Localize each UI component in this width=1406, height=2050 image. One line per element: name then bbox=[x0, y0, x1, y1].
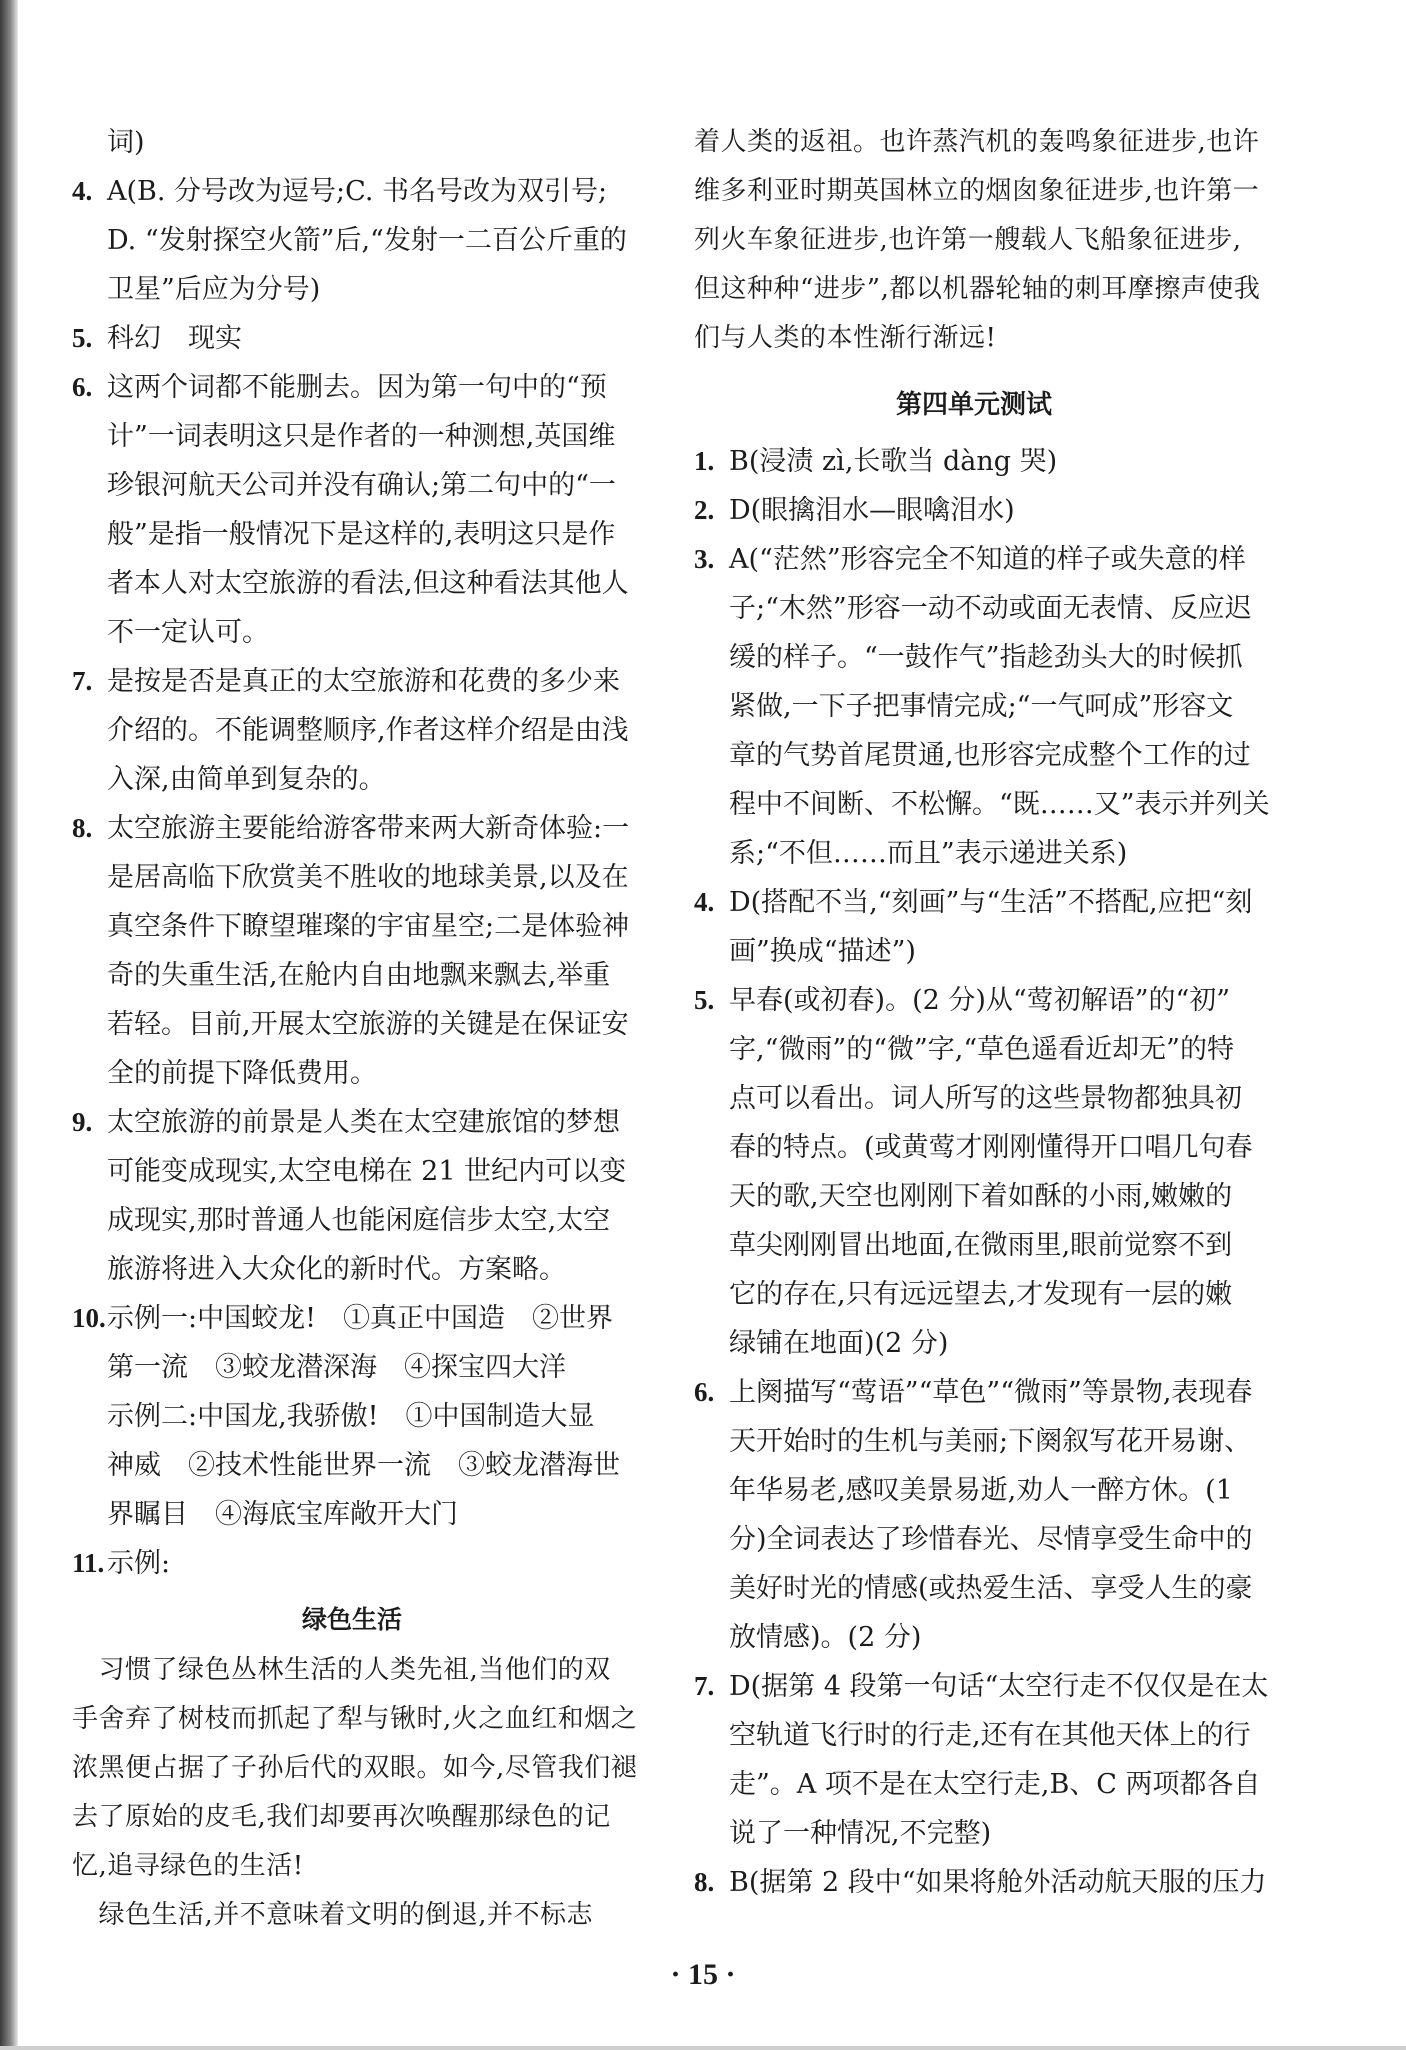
text-line: 美好时光的情感(或热爱生活、享受人生的豪 bbox=[729, 1573, 1253, 1604]
answer-item-7 bbox=[72, 657, 632, 804]
essay-line: 绿色生活,并不意味着文明的倒退,并不标志 bbox=[72, 1900, 594, 1930]
item-number: 8. bbox=[694, 1867, 715, 1897]
text-line: 介绍的。不能调整顺序,作者这样介绍是由浅 bbox=[107, 715, 629, 746]
essay-title: 绿色生活 bbox=[301, 1605, 402, 1634]
text-line: 示例二:中国龙,我骄傲! ①中国制造大显 bbox=[107, 1401, 595, 1432]
text-line: 若轻。目前,开展太空旅游的关键是在保证安 bbox=[107, 1009, 629, 1040]
text-line: D(搭配不当,“刻画”与“生活”不搭配,应把“刻 bbox=[729, 887, 1253, 918]
text-line: 第一流 ③蛟龙潜深海 ④探宝四大洋 bbox=[107, 1352, 566, 1383]
text-line: 子;“木然”形容一动不动或面无表情、反应迟 bbox=[729, 593, 1252, 624]
text-line: 太空旅游的前景是人类在太空建旅馆的梦想 bbox=[107, 1107, 620, 1138]
section-heading: 第四单元测试 bbox=[895, 390, 1052, 420]
text-line: 可能变成现实,太空电梯在 21 世纪内可以变 bbox=[107, 1156, 627, 1187]
item-number: 4. bbox=[72, 176, 93, 206]
item-number: 4. bbox=[694, 887, 715, 917]
test-item-4 bbox=[694, 878, 1254, 976]
answer-item-8 bbox=[72, 804, 632, 1098]
text-line: 分)全词表达了珍惜春光、尽情享受生命中的 bbox=[729, 1524, 1253, 1555]
text-line: 神威 ②技术性能世界一流 ③蛟龙潜海世 bbox=[107, 1450, 620, 1481]
text-line: 说了一种情况,不完整) bbox=[729, 1818, 992, 1849]
answer-item-5 bbox=[72, 314, 632, 363]
answer-item-4 bbox=[72, 167, 632, 314]
item-number: 11. bbox=[72, 1548, 105, 1578]
essay-line: 维多利亚时期英国林立的烟囱象征进步,也许第一 bbox=[694, 176, 1260, 206]
item-number: 6. bbox=[694, 1377, 715, 1407]
essay-line: 浓黑便占据了子孙后代的双眼。如今,尽管我们褪 bbox=[72, 1753, 638, 1783]
left-column bbox=[72, 118, 638, 1940]
item-number: 7. bbox=[72, 666, 93, 696]
text-line: 天开始时的生机与美丽;下阕叙写花开易谢、 bbox=[729, 1426, 1252, 1457]
test-item-8 bbox=[694, 1858, 1267, 1907]
text-line: 是居高临下欣赏美不胜收的地球美景,以及在 bbox=[107, 862, 629, 893]
text-line: 这两个词都不能删去。因为第一句中的“预 bbox=[107, 372, 607, 403]
item-number: 1. bbox=[694, 446, 715, 476]
test-item-2 bbox=[694, 486, 1254, 535]
item-number: 8. bbox=[72, 813, 93, 843]
item-number: 6. bbox=[72, 372, 93, 402]
test-item-1 bbox=[694, 437, 1254, 486]
text-line: 太空旅游主要能给游客带来两大新奇体验:一 bbox=[107, 813, 630, 844]
text-line: 珍银河航天公司并没有确认;第二句中的“一 bbox=[107, 470, 616, 501]
text-line: 词) bbox=[107, 127, 145, 158]
text-line: 科幻 现实 bbox=[107, 323, 242, 354]
text-line: 春的特点。(或黄莺才刚刚懂得开口唱几句春 bbox=[729, 1132, 1253, 1163]
text-line: 计”一词表明这只是作者的一种测想,英国维 bbox=[107, 421, 616, 452]
text-line: A(B. 分号改为逗号;C. 书名号改为双引号; bbox=[107, 176, 608, 207]
text-line: 成现实,那时普通人也能闲庭信步太空,太空 bbox=[107, 1205, 611, 1236]
item-number: 7. bbox=[694, 1671, 715, 1701]
text-line: 不一定认可。 bbox=[107, 617, 269, 648]
right-column bbox=[694, 118, 1270, 1907]
text-line: 早春(或初春)。(2 分)从“莺初解语”的“初” bbox=[729, 985, 1231, 1016]
essay-line: 们与人类的本性渐行渐远! bbox=[694, 323, 997, 353]
text-line: 界瞩目 ④海底宝库敞开大门 bbox=[107, 1499, 458, 1530]
text-line: D(眼擒泪水—眼噙泪水) bbox=[729, 495, 1015, 526]
text-line: 缓的样子。“一鼓作气”指趁劲头大的时候抓 bbox=[729, 642, 1243, 673]
text-line: 卫星”后应为分号) bbox=[107, 274, 321, 305]
text-line: 奇的失重生活,在舱内自由地飘来飘去,举重 bbox=[107, 960, 611, 991]
test-item-3 bbox=[694, 535, 1270, 878]
text-line: 放情感)。(2 分) bbox=[729, 1622, 922, 1653]
test-item-7 bbox=[694, 1662, 1269, 1858]
essay-line: 忆,追寻绿色的生活! bbox=[72, 1851, 304, 1881]
text-line: 绿铺在地面)(2 分) bbox=[729, 1328, 949, 1359]
essay-body bbox=[72, 1646, 638, 1940]
scan-left-edge bbox=[0, 0, 18, 2050]
text-line: 般”是指一般情况下是这样的,表明这只是作 bbox=[107, 519, 616, 550]
text-line: 空轨道飞行时的行走,还有在其他天体上的行 bbox=[729, 1720, 1251, 1751]
text-line: 天的歌,天空也刚刚下着如酥的小雨,嫩嫩的 bbox=[729, 1181, 1233, 1212]
item-number: 5. bbox=[694, 985, 715, 1015]
text-line: 上阕描写“莺语”“草色”“微雨”等景物,表现春 bbox=[729, 1377, 1253, 1408]
page-number: · 15 · bbox=[670, 1958, 736, 1991]
item-number: 5. bbox=[72, 323, 93, 353]
answer-item-9 bbox=[72, 1098, 632, 1294]
text-line: 走”。A 项不是在太空行走,B、C 两项都各自 bbox=[729, 1769, 1261, 1800]
text-line: 示例: bbox=[107, 1548, 171, 1579]
essay-line: 列火车象征进步,也许第一艘载人飞船象征进步, bbox=[694, 225, 1242, 255]
continued-text bbox=[72, 118, 632, 167]
text-line: 系;“不但……而且”表示递进关系) bbox=[729, 838, 1128, 869]
item-number: 3. bbox=[694, 544, 715, 574]
text-line: 紧做,一下子把事情完成;“一气呵成”形容文 bbox=[729, 691, 1234, 722]
essay-line: 但这种种“进步”,都以机器轮轴的刺耳摩擦声使我 bbox=[694, 274, 1261, 304]
item-number: 9. bbox=[72, 1107, 93, 1137]
text-line: 者本人对太空旅游的看法,但这种看法其他人 bbox=[107, 568, 629, 599]
text-line: 真空条件下瞭望璀璨的宇宙星空;二是体验神 bbox=[107, 911, 630, 942]
essay-line: 着人类的返祖。也许蒸汽机的轰鸣象征进步,也许 bbox=[694, 127, 1260, 157]
text-line: B(据第 2 段中“如果将舱外活动航天服的压力 bbox=[729, 1867, 1267, 1898]
text-line: 它的存在,只有远远望去,才发现有一层的嫩 bbox=[729, 1279, 1233, 1310]
text-line: 字,“微雨”的“微”字,“草色遥看近却无”的特 bbox=[729, 1034, 1234, 1065]
answer-item-11 bbox=[72, 1539, 632, 1588]
answer-item-10 bbox=[72, 1294, 632, 1539]
text-line: 程中不间断、不松懈。“既……又”表示并列关 bbox=[729, 789, 1270, 820]
answer-item-6 bbox=[72, 363, 632, 657]
text-line: 画”换成“描述”) bbox=[729, 936, 916, 967]
item-number: 2. bbox=[694, 495, 715, 525]
text-line: D(据第 4 段第一句话“太空行走不仅仅是在太 bbox=[729, 1671, 1269, 1702]
text-line: A(“茫然”形容完全不知道的样子或失意的样 bbox=[729, 544, 1246, 575]
text-line: 年华易老,感叹美景易逝,劝人一醉方休。(1 bbox=[729, 1475, 1233, 1506]
text-line: 章的气势首尾贯通,也形容完成整个工作的过 bbox=[729, 740, 1251, 771]
essay-continuation bbox=[694, 118, 1261, 363]
text-line: D. “发射探空火箭”后,“发射一二百公斤重的 bbox=[107, 225, 627, 256]
essay-line: 去了原始的皮毛,我们却要再次唤醒那绿色的记 bbox=[72, 1802, 611, 1832]
essay-line: 习惯了绿色丛林生活的人类先祖,当他们的双 bbox=[72, 1655, 611, 1685]
test-item-5 bbox=[694, 976, 1254, 1368]
text-line: 旅游将进入大众化的新时代。方案略。 bbox=[107, 1254, 566, 1285]
text-line: 入深,由简单到复杂的。 bbox=[107, 764, 386, 795]
text-line: 是按是否是真正的太空旅游和花费的多少来 bbox=[107, 666, 620, 697]
text-line: 全的前提下降低费用。 bbox=[107, 1058, 377, 1089]
test-item-6 bbox=[694, 1368, 1254, 1662]
text-line: B(浸渍 zì,长歌当 dàng 哭) bbox=[729, 446, 1058, 477]
text-line: 点可以看出。词人所写的这些景物都独具初 bbox=[729, 1083, 1242, 1114]
scan-bottom-edge bbox=[0, 2046, 1406, 2050]
essay-line: 手舍弃了树枝而抓起了犁与锹时,火之血红和烟之 bbox=[72, 1704, 638, 1734]
text-line: 示例一:中国蛟龙! ①真正中国造 ②世界 bbox=[107, 1303, 613, 1334]
item-number: 10. bbox=[72, 1303, 106, 1333]
text-line: 草尖刚刚冒出地面,在微雨里,眼前觉察不到 bbox=[729, 1230, 1233, 1261]
